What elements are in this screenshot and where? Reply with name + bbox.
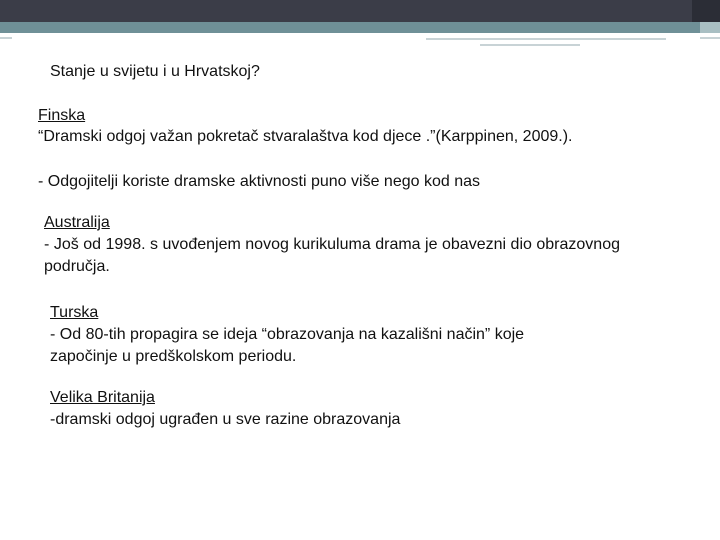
finska-note: - Odgojitelji koriste dramske aktivnosti puno više nego kod nas	[38, 173, 480, 190]
accent-line	[480, 44, 580, 46]
slide-title: Stanje u svijetu i u Hrvatskoj?	[50, 63, 260, 80]
turska-text: - Od 80-tih propagira se ideja “obrazovanja na kazališni način” koje započinje u predškolskom periodu.	[50, 326, 525, 365]
header-band	[0, 0, 720, 22]
accent-line	[426, 38, 666, 40]
heading-turska: Turska	[50, 304, 99, 321]
heading-australija: Australija	[44, 214, 110, 231]
heading-velika-britanija: Velika Britanija	[50, 389, 155, 406]
accent-band-corner	[700, 22, 720, 33]
velika-britanija-text: -dramski odgoj ugrađen u sve razine obrazovanja	[50, 411, 401, 428]
header-band-corner	[692, 0, 720, 22]
australija-text: - Još od 1998. s uvođenjem novog kurikuluma drama je obavezni dio obrazovnog područja.	[44, 236, 620, 275]
accent-line	[0, 37, 12, 39]
accent-line	[700, 37, 720, 39]
heading-finska: Finska	[38, 107, 86, 124]
accent-band	[0, 22, 720, 33]
finska-quote: “Dramski odgoj važan pokretač stvaralaštva kod djece .”(Karppinen, 2009.).	[38, 128, 573, 145]
